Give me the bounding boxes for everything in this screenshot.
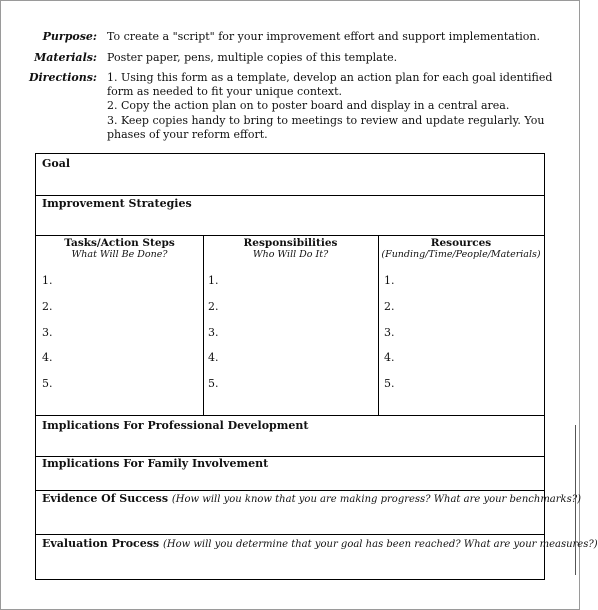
column-divider [203, 235, 204, 415]
responsibilities-column-header [203, 237, 378, 261]
purpose-text: To create a "script" for your improvement effort and support implementation. [107, 30, 540, 43]
resource-number: 2. [384, 300, 395, 313]
responsibilities-subheading: Who Will Do It? [252, 249, 329, 260]
directions-label: Directions: [28, 71, 97, 84]
resource-number: 4. [384, 351, 395, 364]
task-number: 1. [42, 274, 53, 287]
direction-line-5: phases of your reform effort. [107, 128, 268, 141]
evaluation-note: (How will you determine that your goal has been reached? What are your measures?) [162, 539, 598, 550]
responsibility-number: 2. [208, 300, 219, 313]
responsibility-number: 4. [208, 351, 219, 364]
responsibility-number: 1. [208, 274, 219, 287]
divider [36, 534, 544, 535]
task-number: 3. [42, 326, 53, 339]
purpose-label: Purpose: [42, 30, 97, 43]
task-number: 2. [42, 300, 53, 313]
direction-line-4: 3. Keep copies handy to bring to meetings to review and update regularly. You [107, 114, 545, 127]
goal-label: Goal [42, 157, 71, 170]
direction-line-3: 2. Copy the action plan on to poster board and display in a central area. [107, 99, 510, 112]
evaluation-label: Evaluation Process [42, 537, 160, 550]
resources-subheading: (Funding/Time/People/Materials) [381, 249, 541, 260]
family-involvement-label: Implications For Family Involvement [42, 457, 269, 470]
evidence-label: Evidence Of Success [42, 492, 169, 505]
resources-heading: Resources [430, 237, 492, 249]
responsibility-number: 3. [208, 326, 219, 339]
direction-line-1: 1. Using this form as a template, develop an action plan for each goal identified [107, 71, 553, 84]
materials-label: Materials: [34, 51, 97, 64]
resource-number: 3. [384, 326, 395, 339]
divider [36, 235, 544, 236]
divider [36, 415, 544, 416]
professional-development-label: Implications For Professional Development [42, 419, 309, 432]
column-divider [378, 235, 379, 415]
evaluation-process [42, 537, 598, 551]
divider [36, 195, 544, 196]
evidence-note: (How will you know that you are making progress? What are your benchmarks?) [171, 494, 581, 505]
divider [36, 490, 544, 491]
evidence-of-success [42, 492, 581, 506]
resource-number: 5. [384, 377, 395, 390]
strategies-label: Improvement Strategies [42, 197, 192, 210]
tasks-column-header [36, 237, 203, 261]
direction-line-2: form as needed to fit your unique context. [107, 85, 342, 98]
responsibility-number: 5. [208, 377, 219, 390]
resource-number: 1. [384, 274, 395, 287]
tasks-subheading: What Will Be Done? [71, 249, 168, 260]
page-edge-mark [575, 425, 576, 575]
materials-text: Poster paper, pens, multiple copies of this template. [107, 51, 398, 64]
task-number: 5. [42, 377, 53, 390]
responsibilities-heading: Responsibilities [243, 237, 338, 249]
task-number: 4. [42, 351, 53, 364]
resources-column-header [378, 237, 544, 261]
action-plan-form [35, 153, 598, 580]
tasks-heading: Tasks/Action Steps [64, 237, 175, 249]
